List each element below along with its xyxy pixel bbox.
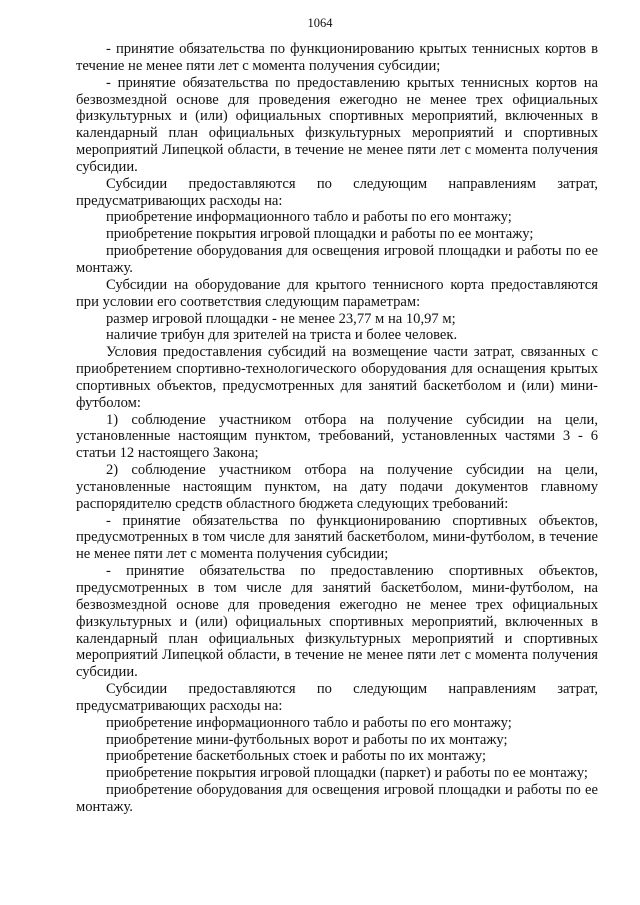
paragraph-tennis-functioning-obligation: - принятие обязательства по функционированию крытых теннисных кортов в течение не менее пяти лет с момента получения субсидии; [76,41,598,74]
paragraph-condition-1: 1) соблюдение участником отбора на получение субсидии на цели, установленные настоящим пунктом, требований, установленных частями 3 - 6 статьи 12 настоящего Закона; [76,411,598,462]
paragraph-basketball-stands-expense: приобретение баскетбольных стоек и работы по их монтажу; [106,748,487,765]
paragraph-sports-functioning-obligation: - принятие обязательства по функционированию спортивных объектов, предусмотренных в том числе для занятий баскетболом, мини-футболом, в течение не менее пяти лет с момента получения субсидии; [76,512,598,563]
paragraph-sports-scoreboard-expense: приобретение информационного табло и работы по его монтажу; [106,714,512,731]
page-number: 1064 [307,16,333,30]
paragraph-tennis-court-parameters-intro: Субсидии на оборудование для крытого теннисного корта предоставляются при условии его соответствия следующим параметрам: [76,276,598,310]
paragraph-tennis-lighting-expense: приобретение оборудования для освещения игровой площадки и работы по ее монтажу. [76,243,598,276]
paragraph-condition-2: 2) соблюдение участником отбора на получение субсидии на цели, установленные настоящим пунктом, на дату подачи документов главному распорядителю средств областного бюджета следующих требований: [76,462,598,512]
paragraph-tennis-free-provision-obligation: - принятие обязательства по предоставлению крытых теннисных кортов на безвозмездной основе для проведения ежегодно не менее трех официальных физкультурных и (или) официальных спортивных мероприятий, включенных в календарный план официальных физкультурных мероприятий и спортивных мероприятий Липецкой области, в течение не менее пяти лет с момента получения субсидии. [76,74,598,175]
paragraph-tennis-stands: наличие трибун для зрителей на триста и более человек. [106,327,458,344]
paragraph-basketball-conditions-intro: Условия предоставления субсидий на возмещение части затрат, связанных с приобретением спортивно-технологического оборудования для оснащения крытых спортивных объектов, предусмотренных для занятий баскетболом и (или) мини-футболом: [76,344,598,411]
paragraph-parquet-surface-expense: приобретение покрытия игровой площадки (паркет) и работы по ее монтажу; [106,765,588,782]
paragraph-tennis-court-size: размер игровой площадки - не менее 23,77 м на 10,97 м; [106,310,456,327]
paragraph-tennis-scoreboard-expense: приобретение информационного табло и работы по его монтажу; [106,209,512,226]
paragraph-sports-expense-directions-intro: Субсидии предоставляются по следующим направлениям затрат, предусматривающих расходы на: [76,681,598,714]
paragraph-futsal-goals-expense: приобретение мини-футбольных ворот и работы по их монтажу; [106,731,508,748]
paragraph-tennis-expense-directions-intro: Субсидии предоставляются по следующим направлениям затрат, предусматривающих расходы на: [76,175,598,209]
paragraph-sports-free-provision-obligation: - принятие обязательства по предоставлению спортивных объектов, предусмотренных в том числе для занятий баскетболом, мини-футболом, на безвозмездной основе для проведения ежегодно не менее трех официальных физкультурных и (или) официальных спортивных мероприятий, включенных в календарный план официальных физкультурных мероприятий и спортивных мероприятий Липецкой области, в течение не менее пяти лет с момента получения субсидии. [76,563,598,681]
document-body [76,41,598,816]
paragraph-tennis-court-surface-expense: приобретение покрытия игровой площадки и работы по ее монтажу; [106,226,534,243]
paragraph-sports-lighting-expense: приобретение оборудования для освещения игровой площадки и работы по ее монтажу. [76,782,598,815]
